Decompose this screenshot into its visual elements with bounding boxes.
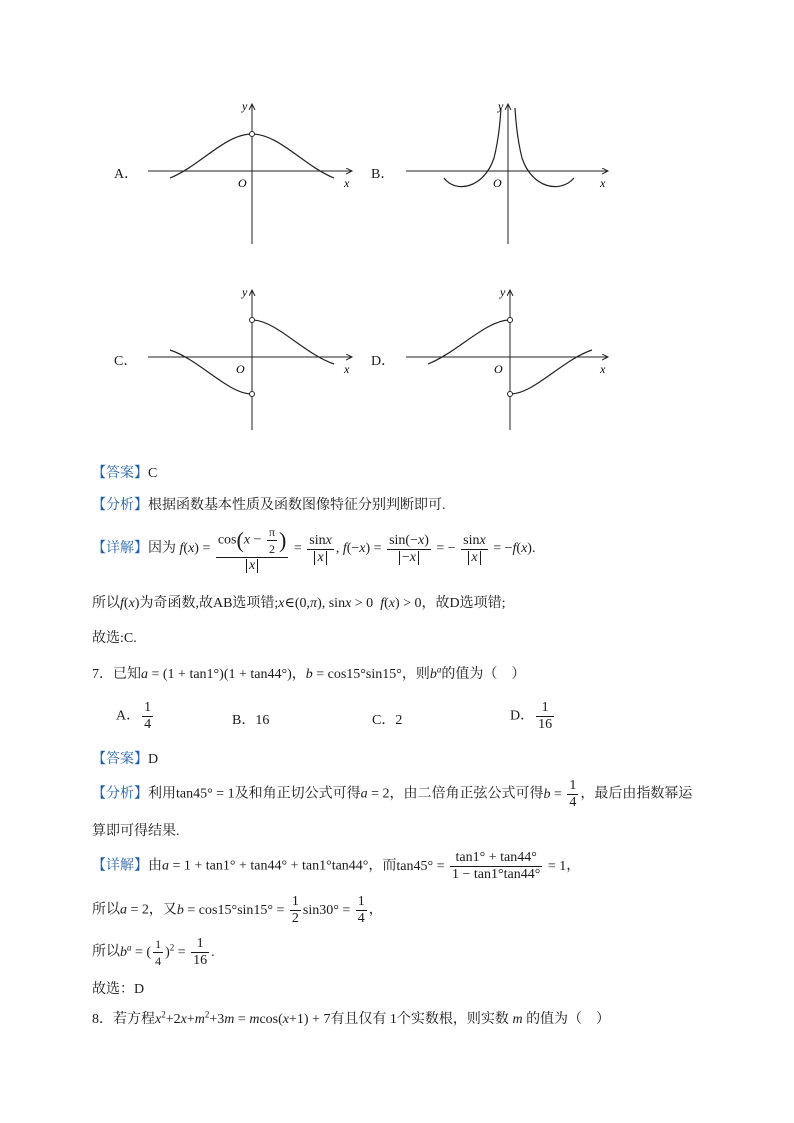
- q6-line2: [92, 592, 506, 612]
- axis-x-label: x: [344, 176, 350, 190]
- formula: $b^a$ = ( $\frac{1}{4}$ )$^2$ = $\frac{1}{16}$ .: [120, 936, 215, 968]
- formula: m: [508, 1012, 527, 1027]
- open-point-top: [250, 318, 255, 323]
- axis-y-label: y: [242, 99, 248, 113]
- q7-conclusion: 故选：D: [92, 982, 145, 997]
- open-point-top: [508, 318, 513, 323]
- text: 利用: [148, 786, 176, 802]
- origin-label: O: [494, 362, 503, 376]
- origin-label: O: [236, 362, 245, 376]
- q6-analysis: [92, 494, 446, 514]
- formula: tan45° = 1: [176, 786, 235, 802]
- origin-label: O: [238, 176, 247, 190]
- axis-y-label: y: [242, 285, 248, 299]
- text: ，而: [368, 858, 397, 874]
- open-point-bottom: [250, 392, 255, 397]
- formula: b = $\frac{1}{4}$: [543, 778, 577, 810]
- analysis-text: 根据函数基本性质及函数图像特征分别判断即可.: [148, 498, 446, 513]
- text: ，最后由指数幂运: [580, 786, 693, 802]
- answer-value: C: [148, 466, 158, 481]
- text: 所以: [92, 902, 120, 918]
- formula-a: a = (1 + tan1°)(1 + tan44°): [141, 667, 292, 682]
- text: ，又: [148, 902, 177, 918]
- graph-c: [140, 284, 370, 434]
- q7-answer: [92, 748, 158, 768]
- text: ，: [291, 667, 306, 682]
- detail-prefix: 因为: [148, 541, 176, 557]
- graph-d: [398, 284, 620, 434]
- q6-conclusion: 故选:C.: [92, 631, 137, 646]
- formula-f-x: f(x) = cos(x − $\frac{\pi}{2}$ ) x = $\frac{\sin x}{x}$ , f(−x) = $\frac{\sin(-x)}{-x}$ = − $\frac{\sin x}{x}$ = −f(x).: [179, 525, 536, 573]
- q7-detail: 【详解】由a = 1 + tan1° + tan44° + tan1°tan44°，而tan45° = $\frac{\tan 1^\circ + \tan 44^\circ}{1 - \tan 1^\circ\tan 44^\circ}$ = 1，: [92, 850, 581, 882]
- detail-tag: 【详解】: [92, 857, 148, 874]
- axis-y-label: y: [498, 99, 504, 113]
- q7-analysis: [92, 778, 692, 811]
- text: 有且仅有 1个实数根，则实数: [330, 1012, 509, 1027]
- q7-analysis-line2: 算即可得结果.: [92, 824, 180, 839]
- formula: f(x): [120, 596, 140, 611]
- choice-value: 2: [395, 713, 403, 728]
- origin-label: O: [493, 176, 502, 190]
- q7-choice-a[interactable]: A． $\frac{1}{4}$: [116, 700, 152, 732]
- q7-stem: [92, 663, 525, 683]
- formula-b: b = cos15°sin15°: [305, 667, 402, 682]
- formula: a = 1 + tan1° + tan44° + tan1°tan44°: [162, 858, 369, 874]
- curve-left: [444, 108, 501, 187]
- text: 7．已知: [92, 667, 141, 682]
- q7-line2: 所以a = 2，又b = cos15°sin15° = $\frac{1}{2}$ sin30° = $\frac{1}{4}$ ，: [92, 894, 383, 926]
- formula: a = 2: [360, 786, 390, 802]
- option-b-label: B．: [371, 167, 395, 182]
- choice-label: D．: [510, 708, 535, 724]
- q6-detail: [92, 524, 535, 574]
- axis-x-label: x: [600, 176, 606, 190]
- formula: tan45° = $\frac{\tan 1^\circ + \tan 44^\circ}{1 - \tan 1^\circ\tan 44^\circ}$ = 1: [396, 850, 567, 882]
- choice-label: C．: [372, 713, 396, 728]
- answer-tag: 【答案】: [92, 465, 148, 481]
- choice-label: B．: [232, 713, 256, 728]
- text: 8．若方程: [92, 1012, 155, 1027]
- formula: a = 2: [120, 902, 149, 918]
- q6-answer: [92, 462, 157, 482]
- option-a-label: A．: [114, 167, 139, 182]
- text: 的值为（ ）: [526, 1012, 611, 1027]
- text: ，由二倍角正弦公式可得: [389, 786, 544, 802]
- q7-line3: [92, 936, 215, 969]
- text: ，故D选项错;: [421, 596, 506, 611]
- text: 所以: [92, 596, 120, 611]
- text: 为奇函数,故AB选项错;: [139, 596, 279, 611]
- axis-x-label: x: [600, 362, 606, 376]
- axis-y-label: y: [500, 285, 506, 299]
- q7-choice-b[interactable]: [232, 709, 269, 729]
- curve-right: [515, 108, 574, 187]
- graph-b: [398, 98, 620, 248]
- text: ，则: [401, 667, 430, 682]
- graph-a: [140, 98, 370, 248]
- formula: b = cos15°sin15° = $\frac{1}{2}$ sin30° = $\frac{1}{4}$: [176, 894, 365, 926]
- open-point: [250, 132, 255, 137]
- open-point-bottom: [508, 392, 513, 397]
- text: 所以: [92, 944, 120, 960]
- q8-stem: [92, 1008, 610, 1028]
- q7-choice-c[interactable]: [372, 709, 402, 729]
- choice-label: A．: [116, 708, 141, 724]
- text: 及和角正切公式可得: [234, 786, 361, 802]
- option-c-label: C．: [114, 354, 138, 369]
- text: 的值为（ ）: [441, 667, 526, 682]
- axis-x-label: x: [344, 362, 350, 376]
- formula: x∈(0,π), sinx > 0 f(x) > 0: [278, 596, 422, 611]
- answer-tag: 【答案】: [92, 751, 148, 767]
- formula-ba: $b^a$: [429, 664, 442, 682]
- choice-value: 16: [255, 713, 270, 728]
- analysis-tag: 【分析】: [92, 785, 148, 802]
- text: 由: [148, 858, 162, 874]
- q7-choice-d[interactable]: D． $\frac{1}{16}$: [510, 700, 553, 732]
- detail-tag: 【详解】: [92, 540, 148, 557]
- analysis-tag: 【分析】: [92, 497, 148, 513]
- option-d-label: D．: [371, 354, 396, 369]
- formula: $x^2+2x+m^2+3m = mcos(x+1) + 7$: [155, 1009, 331, 1027]
- answer-value: D: [148, 752, 159, 767]
